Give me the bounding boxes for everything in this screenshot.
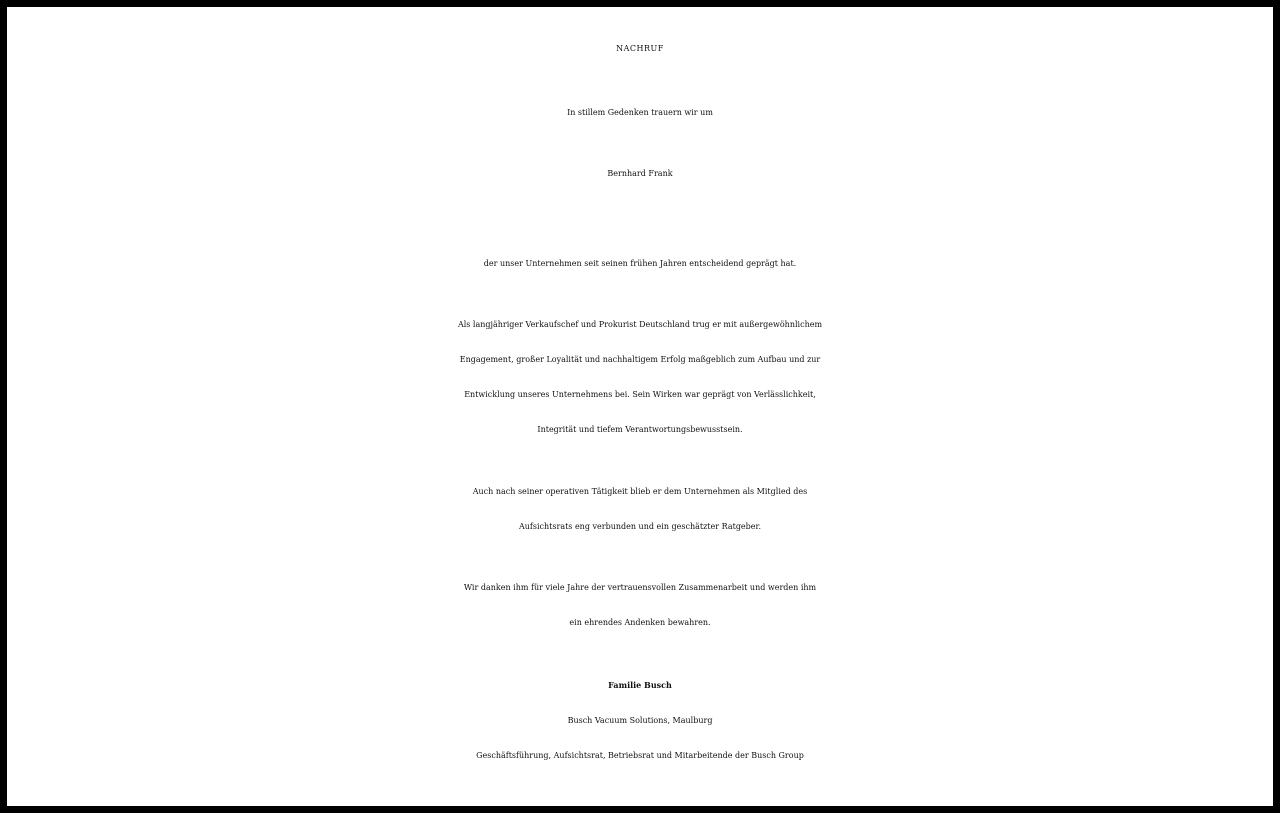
signature-groups: Geschäftsführung, Aufsichtsrat, Betriebsrat und Mitarbeitende der Busch Group [476, 751, 804, 760]
deceased-name: Bernhard Frank [607, 169, 673, 178]
paragraph-3-line: ein ehrendes Andenken bewahren. [569, 618, 711, 627]
paragraph-2-line: Aufsichtsrats eng verbunden und ein geschätzter Ratgeber. [518, 522, 762, 531]
paragraph-2-line: Auch nach seiner operativen Tätigkeit blieb er dem Unternehmen als Mitglied des [472, 487, 808, 496]
paragraph-1-line: Integrität und tiefem Verantwortungsbewusstsein. [537, 425, 743, 434]
signature-company: Busch Vacuum Solutions, Maulburg [567, 716, 713, 725]
paragraph-1-line: Als langjähriger Verkaufschef und Prokurist Deutschland trug er mit außergewöhnlichem [457, 320, 823, 329]
paragraph-3-line: Wir danken ihm für viele Jahre der vertrauensvollen Zusammenarbeit und werden ihm [463, 583, 817, 592]
subtitle-line: der unser Unternehmen seit seinen frühen Jahren entscheidend geprägt hat. [483, 259, 797, 268]
intro-line: In stillem Gedenken trauern wir um [567, 108, 713, 117]
paragraph-1-line: Engagement, großer Loyalität und nachhaltigem Erfolg maßgeblich zum Aufbau und zur [459, 355, 821, 364]
paragraph-1-line: Entwicklung unseres Unternehmens bei. Sein Wirken war geprägt von Verlässlichkeit, [464, 390, 816, 399]
notice-heading: NACHRUF [616, 44, 664, 53]
signature-family: Familie Busch [608, 680, 672, 690]
